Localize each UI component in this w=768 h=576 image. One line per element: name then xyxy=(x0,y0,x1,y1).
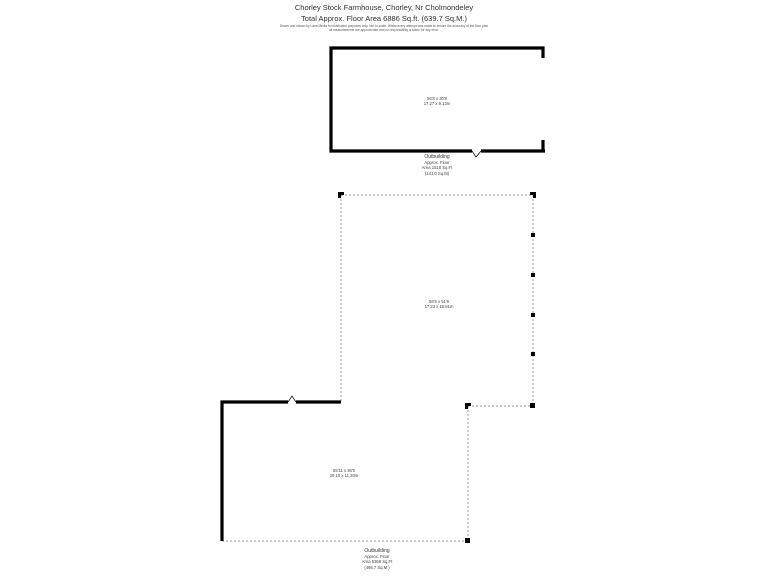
upper-room-dim-imperial: 56'6 x 51'9 xyxy=(429,299,449,304)
top-area-line-3: (141.0 Sq.M) xyxy=(424,170,450,176)
top-outbuilding-door-icon xyxy=(472,151,481,157)
main-area-line-1: Approx. Floor xyxy=(364,554,390,560)
main-outbuilding-open-sides xyxy=(222,195,533,541)
top-outbuilding-area-label xyxy=(412,155,462,176)
column xyxy=(531,273,535,277)
column xyxy=(531,313,535,317)
top-room-dim-imperial: 56'8 x 30'8 xyxy=(427,96,447,101)
total-floor-area: Total Approx. Floor Area 6886 Sq.ft. (639.7 Sq.M.) xyxy=(301,14,467,23)
main-outbuilding-name: Outbuilding xyxy=(364,548,390,554)
main-lower-room-label xyxy=(319,468,369,478)
main-outbuilding-door-icon xyxy=(288,396,296,402)
top-area-line-1: Approx. Floor xyxy=(424,160,450,166)
column xyxy=(465,538,470,543)
column xyxy=(530,403,535,408)
lower-room-dim-metric: 20.10 x 11.20m xyxy=(329,473,359,479)
property-title: Chorley Stock Farmhouse, Chorley, Nr Cholmondeley xyxy=(294,3,474,12)
lower-room-dim-imperial: 65'11 x 36'9 xyxy=(332,468,355,473)
main-outbuilding-solid-wall-left xyxy=(222,402,288,541)
column xyxy=(531,352,535,356)
top-area-line-2: Area 1518 Sq.Ft xyxy=(421,165,453,171)
top-outbuilding-room-label xyxy=(412,96,462,106)
top-room-dim-metric: 17.27 x 9.13m xyxy=(423,101,451,107)
column-corner-top-left xyxy=(338,192,344,198)
main-area-line-2: Area 5368 Sq.Ft xyxy=(361,559,393,565)
disclaimer-line-1: Drawn and shown by Lane Media for illustration purposes only. Not to scale. Whilst every attempt was made to ensure the accuracy of the floor plan xyxy=(279,24,489,28)
upper-room-dim-metric: 17.23 x 15.81m xyxy=(424,304,454,310)
column-corner-inner xyxy=(465,403,471,409)
top-outbuilding-name: Outbuilding xyxy=(424,154,450,160)
column xyxy=(531,233,535,237)
main-outbuilding-columns xyxy=(338,192,536,543)
main-area-line-3: (498.7 Sq.M.) xyxy=(364,564,390,570)
column-corner-top-right xyxy=(530,192,536,198)
disclaimer-line-2: all measurements are approximate and no responsibility is taken for any error. xyxy=(329,28,439,32)
main-outbuilding-area-label xyxy=(352,549,402,570)
main-upper-room-label xyxy=(414,299,464,309)
